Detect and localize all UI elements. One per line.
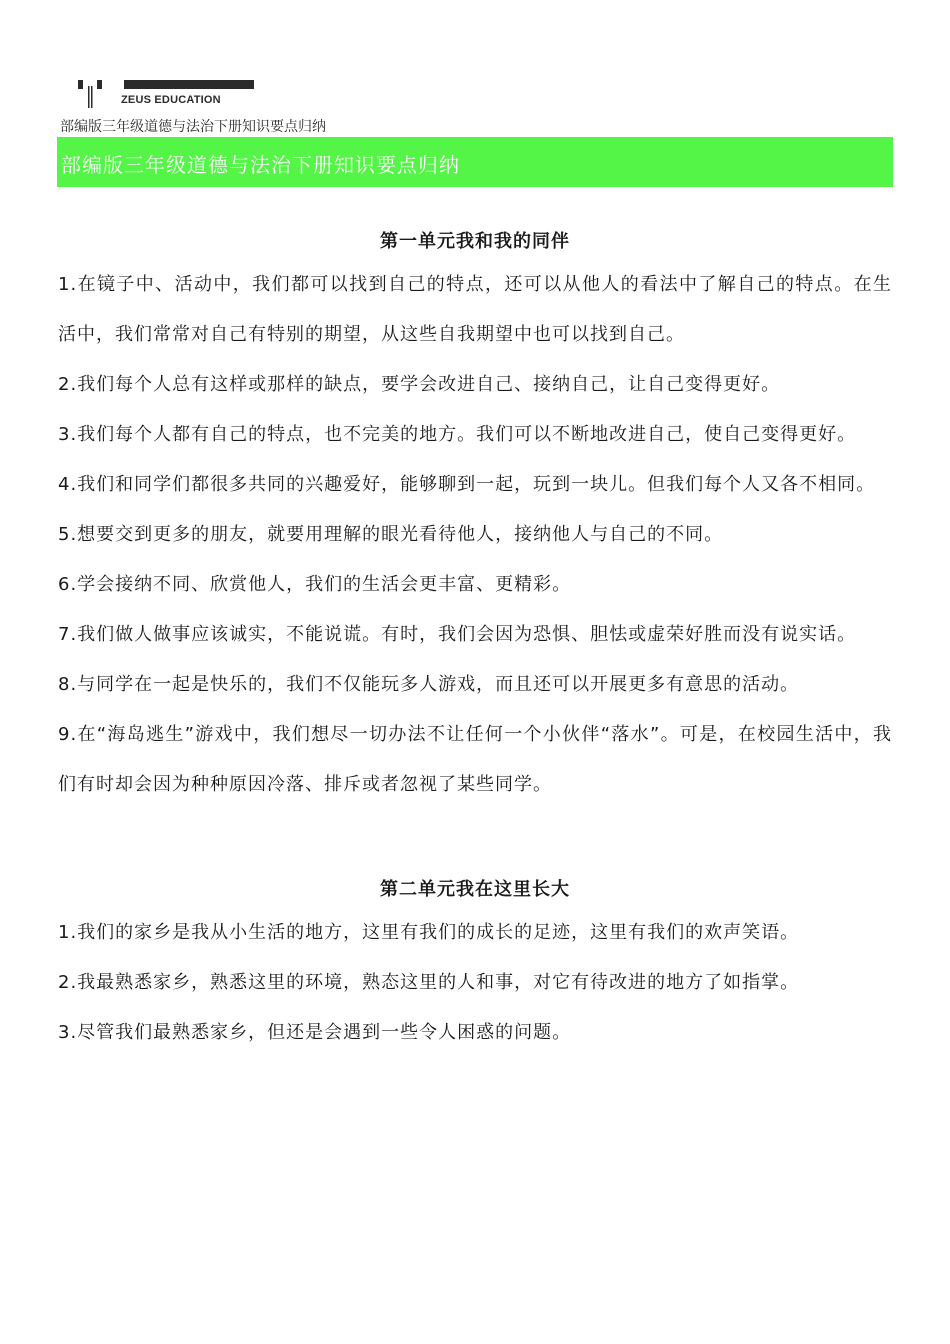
list-item: 4.我们和同学们都很多共同的兴趣爱好，能够聊到一起，玩到一块儿。但我们每个人又各不相同。 <box>58 474 876 495</box>
document-body <box>58 224 892 1058</box>
list-item: 3.尽管我们最熟悉家乡，但还是会遇到一些令人困惑的问题。 <box>58 1022 572 1043</box>
list-item: 9.在“海岛逃生”游戏中，我们想尽一切办法不让任何一个小伙伴“落水”。可是，在校园生活中，我们有时却会因为种种原因冷落、排斥或者忽视了某些同学。 <box>58 724 892 795</box>
logo <box>74 80 254 112</box>
zeus-logo-icon <box>78 80 104 110</box>
list-item: 6.学会接纳不同、欣赏他人，我们的生活会更丰富、更精彩。 <box>58 574 572 595</box>
logo-text: ZEUS EDUCATION <box>121 94 221 106</box>
list-item: 5.想要交到更多的朋友，就要用理解的眼光看待他人，接纳他人与自己的不同。 <box>58 524 724 545</box>
header-subtitle: 部编版三年级道德与法治下册知识要点归纳 <box>60 119 326 135</box>
banner-title: 部编版三年级道德与法治下册知识要点归纳 <box>61 153 460 177</box>
section-title-unit-1: 第一单元我和我的同伴 <box>380 231 570 252</box>
list-item: 1.我们的家乡是我从小生活的地方，这里有我们的成长的足迹，这里有我们的欢声笑语。 <box>58 922 800 943</box>
list-item: 2.我们每个人总有这样或那样的缺点，要学会改进自己、接纳自己，让自己变得更好。 <box>58 374 781 395</box>
section-spacer <box>58 810 892 872</box>
title-banner <box>57 137 893 187</box>
logo-wordmark-chinese <box>124 80 254 89</box>
list-item: 8.与同学在一起是快乐的，我们不仅能玩多人游戏，而且还可以开展更多有意思的活动。 <box>58 674 800 695</box>
list-item: 1.在镜子中、活动中，我们都可以找到自己的特点，还可以从他人的看法中了解自己的特点。在生活中，我们常常对自己有特别的期望，从这些自我期望中也可以找到自己。 <box>58 274 892 345</box>
list-item: 2.我最熟悉家乡，熟悉这里的环境，熟态这里的人和事，对它有待改进的地方了如指掌。 <box>58 972 800 993</box>
section-title-unit-2: 第二单元我在这里长大 <box>380 879 570 900</box>
list-item: 3.我们每个人都有自己的特点，也不完美的地方。我们可以不断地改进自己，使自己变得更好。 <box>58 424 857 445</box>
list-item: 7.我们做人做事应该诚实，不能说谎。有时，我们会因为恐惧、胆怯或虚荣好胜而没有说实话。 <box>58 624 857 645</box>
